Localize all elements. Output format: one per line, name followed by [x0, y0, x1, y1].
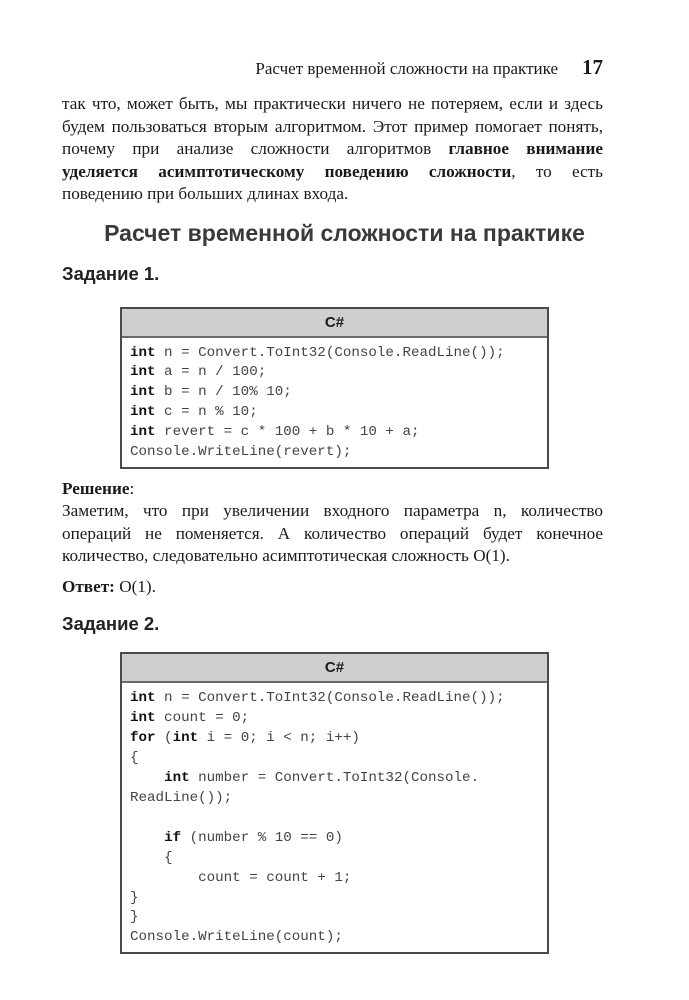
solution-label: Решение: [62, 478, 130, 498]
code-body: [122, 683, 547, 952]
code-line: [130, 344, 539, 364]
code-line: [130, 729, 539, 749]
code-line: [130, 363, 539, 383]
code-text: (number % 10 == 0): [181, 829, 343, 846]
code-text: n = Convert.ToInt32(Console.ReadLine());: [155, 344, 505, 361]
answer-value: O(1).: [114, 576, 156, 596]
task2-code-block: [120, 652, 549, 954]
code-line: [130, 709, 539, 729]
intro-emphasis: главное внимание уделяется асимптотическому поведению сложности: [62, 139, 603, 181]
intro-text: так что, может быть, мы практически ничего не потеряем, если и здесь будем пользоваться вторым алгоритмом. Этот пример помогает понять, почему при анализе сложности алгоритмов: [62, 94, 603, 158]
code-text: }: [130, 909, 139, 926]
code-line: [130, 769, 539, 789]
answer-line: [62, 576, 603, 599]
code-line: [130, 869, 539, 889]
code-text: [130, 830, 164, 846]
code-text: ReadLine());: [130, 789, 233, 806]
code-language-label: C#: [122, 654, 547, 683]
code-line: [130, 829, 539, 849]
code-line: [130, 908, 539, 928]
code-keyword: int: [130, 690, 156, 707]
code-line: [130, 928, 539, 948]
task1-code-block: [120, 307, 549, 469]
code-keyword: int: [130, 424, 156, 441]
answer-label: Ответ:: [62, 576, 115, 596]
code-keyword: if: [164, 829, 182, 846]
code-body: [122, 338, 547, 467]
code-text: revert = c * 100 + b * 10 + a;: [155, 424, 420, 441]
page-header: [0, 55, 689, 85]
code-text: {: [164, 849, 173, 866]
code-text: c = n % 10;: [155, 404, 258, 421]
code-keyword: int: [130, 384, 156, 401]
task2-title: Задание 2.: [62, 613, 160, 635]
code-line: [130, 403, 539, 423]
code-text: [130, 870, 198, 886]
code-text: {: [130, 750, 139, 767]
code-line: [130, 849, 539, 869]
page-number: 17: [582, 55, 603, 79]
code-line: [130, 443, 539, 463]
code-text: count = 0;: [155, 710, 250, 727]
solution-paragraph: [62, 478, 603, 568]
code-keyword: int: [130, 404, 156, 421]
code-keyword: int: [130, 344, 156, 361]
code-text: (: [155, 730, 173, 747]
code-text: [130, 770, 164, 786]
code-text: [130, 810, 139, 826]
code-keyword: int: [130, 710, 156, 727]
code-text: i = 0; i < n; i++): [198, 730, 360, 747]
code-language-label: C#: [122, 309, 547, 338]
code-text: number = Convert.ToInt32(Console.: [189, 770, 480, 787]
code-text: }: [130, 889, 139, 906]
solution-colon: :: [129, 478, 135, 498]
code-line: [130, 809, 539, 829]
code-line: [130, 423, 539, 443]
code-keyword: int: [130, 364, 156, 381]
intro-paragraph: [62, 93, 603, 206]
code-keyword: for: [130, 730, 156, 747]
section-title: Расчет временной сложности на практике: [104, 219, 585, 246]
code-line: [130, 689, 539, 709]
code-keyword: int: [172, 730, 199, 747]
code-keyword: int: [164, 770, 190, 787]
code-text: b = n / 10% 10;: [155, 384, 292, 401]
code-text: a = n / 100;: [155, 364, 267, 381]
code-line: [130, 789, 539, 809]
code-text: [130, 850, 164, 866]
code-line: [130, 749, 539, 769]
code-text: count = count + 1;: [198, 869, 352, 886]
code-text: Console.WriteLine(revert);: [130, 444, 352, 461]
code-line: [130, 889, 539, 909]
code-text: Console.WriteLine(count);: [130, 929, 343, 946]
code-text: n = Convert.ToInt32(Console.ReadLine());: [155, 690, 505, 707]
task1-title: Задание 1.: [62, 262, 160, 284]
solution-text: Заметим, что при увеличении входного параметра n, количество операций не поменяется. А количество операций будет конечное количество, следовательно асимптотическая сложность O(1).: [62, 501, 603, 566]
running-title: Расчет временной сложности на практике: [255, 59, 558, 78]
intro-text-end: , то есть поведению при больших длинах входа.: [62, 161, 603, 203]
code-line: [130, 383, 539, 403]
